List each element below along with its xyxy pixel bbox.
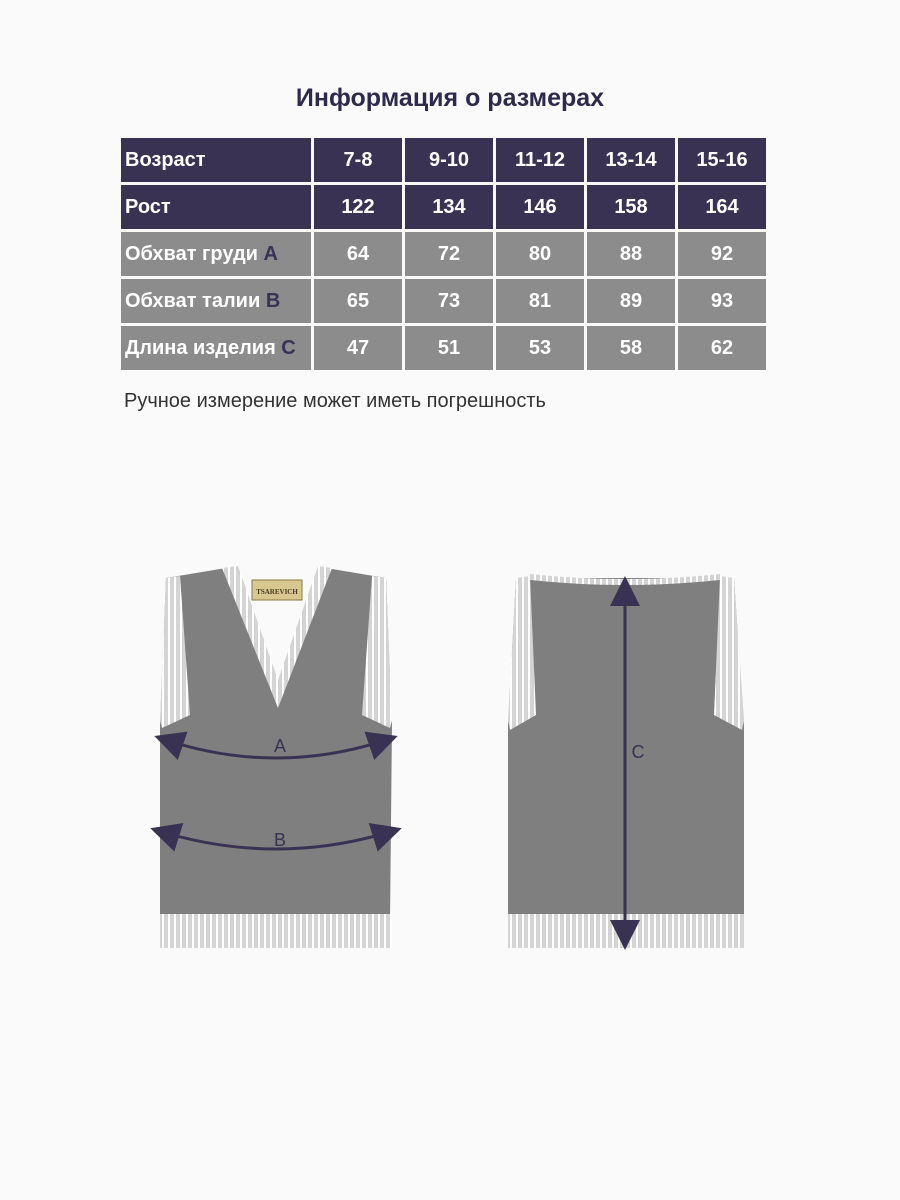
table-cell: 93 [678,279,766,323]
label-a: A [273,736,287,756]
row-measure-letter: C [281,336,296,359]
table-cell: 9-10 [405,138,493,182]
vest-front [156,566,396,948]
table-row [121,232,766,276]
row-label [121,138,311,182]
label-c: C [631,742,645,762]
row-measure-letter: B [265,289,281,312]
table-cell: 53 [496,326,584,370]
row-label-text: Длина изделия [125,336,276,359]
table-cell: 146 [496,185,584,229]
table-cell: 64 [314,232,402,276]
table-cell: 80 [496,232,584,276]
table-cell: 62 [678,326,766,370]
label-b: B [273,830,287,850]
table-row [121,185,766,229]
table-cell: 7-8 [314,138,402,182]
table-cell: 11-12 [496,138,584,182]
row-label [121,279,311,323]
table-cell: 89 [587,279,675,323]
table-row [121,326,766,370]
table-cell: 73 [405,279,493,323]
row-measure-letter: A [263,242,278,265]
size-table [118,135,769,373]
table-cell: 92 [678,232,766,276]
table-cell: 58 [587,326,675,370]
row-label-text: Возраст [125,148,206,171]
table-cell: 164 [678,185,766,229]
row-label [121,326,311,370]
row-label-text: Рост [125,195,171,218]
table-cell: 65 [314,279,402,323]
table-cell: 122 [314,185,402,229]
table-cell: 134 [405,185,493,229]
table-cell: 47 [314,326,402,370]
table-cell: 13-14 [587,138,675,182]
row-label [121,185,311,229]
row-label-text: Обхват талии [125,289,261,312]
table-cell: 81 [496,279,584,323]
table-cell: 15-16 [678,138,766,182]
page-title: Информация о размерах [295,84,605,112]
measurement-note: Ручное измерение может иметь погрешность [124,390,546,412]
table-cell: 158 [587,185,675,229]
table-cell: 51 [405,326,493,370]
table-cell: 72 [405,232,493,276]
table-cell: 88 [587,232,675,276]
row-label-text: Обхват груди [125,242,258,265]
brand-label: TSAREVICH [256,588,298,596]
vest-back [508,574,744,948]
vest-diagram [0,540,900,970]
table-row [121,279,766,323]
table-row [121,138,766,182]
row-label [121,232,311,276]
